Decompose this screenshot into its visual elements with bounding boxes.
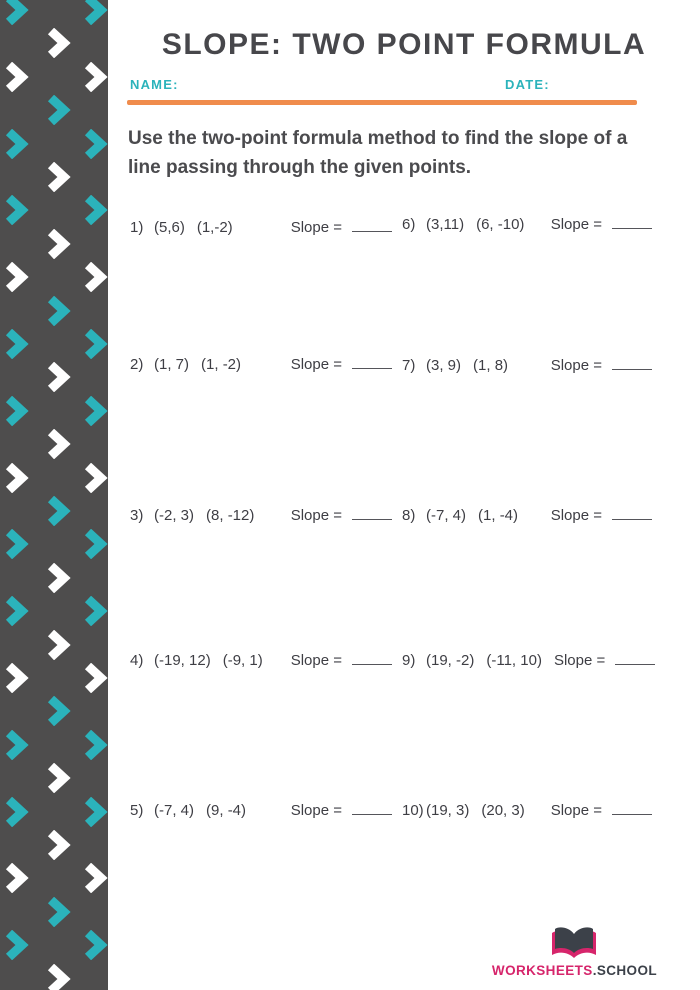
- point-2: (1, 8): [473, 357, 509, 374]
- chevron-right-icon: [47, 162, 71, 192]
- chevron-right-icon: [84, 663, 108, 693]
- chevron-right-icon: [84, 463, 108, 493]
- orange-divider: [127, 100, 637, 105]
- chevron-right-icon: [84, 529, 108, 559]
- problem-number: 4): [130, 652, 144, 669]
- name-field-label: NAME:: [130, 77, 179, 92]
- slope-label: Slope =: [550, 216, 602, 233]
- chevron-right-icon: [84, 329, 108, 359]
- chevron-right-icon: [84, 863, 108, 893]
- chevron-right-icon: [5, 0, 29, 25]
- chevron-right-icon: [5, 529, 29, 559]
- chevron-right-icon: [5, 396, 29, 426]
- problems-column-left: [130, 210, 392, 850]
- chevron-right-icon: [5, 730, 29, 760]
- chevron-right-icon: [84, 930, 108, 960]
- problem-number: 3): [130, 507, 144, 524]
- slope-label: Slope =: [550, 357, 602, 374]
- chevron-right-icon: [47, 830, 71, 860]
- chevron-right-icon: [5, 663, 29, 693]
- problem-row-9: [402, 651, 652, 669]
- point-1: (3,11): [426, 216, 465, 233]
- date-field-label: DATE:: [505, 77, 550, 92]
- chevron-right-icon: [84, 262, 108, 292]
- point-2: (-11, 10): [486, 652, 542, 669]
- point-1: (5,6): [154, 219, 185, 236]
- problem-number: 1): [130, 219, 144, 236]
- problem-number: 7): [402, 357, 416, 374]
- chevron-right-icon: [47, 964, 71, 990]
- chevron-right-icon: [84, 797, 108, 827]
- problem-row-2: [130, 355, 392, 373]
- slope-label: Slope =: [290, 219, 342, 236]
- chevron-right-icon: [5, 129, 29, 159]
- answer-blank: [615, 651, 655, 665]
- point-1: (-2, 3): [154, 507, 195, 524]
- point-2: (8, -12): [206, 507, 255, 524]
- chevron-right-icon: [47, 362, 71, 392]
- chevron-right-icon: [47, 296, 71, 326]
- problem-number: 9): [402, 652, 416, 669]
- slope-label: Slope =: [550, 507, 602, 524]
- chevron-right-icon: [84, 62, 108, 92]
- chevron-right-icon: [84, 596, 108, 626]
- problem-row-3: [130, 506, 392, 524]
- point-1: (19, -2): [426, 652, 475, 669]
- answer-blank: [612, 356, 652, 370]
- brand-name: [492, 963, 657, 978]
- problem-number: 8): [402, 507, 416, 524]
- chevron-right-icon: [84, 195, 108, 225]
- point-2: (1,-2): [196, 219, 233, 236]
- chevron-right-icon: [47, 763, 71, 793]
- point-2: (9, -4): [206, 802, 247, 819]
- chevron-right-icon: [5, 262, 29, 292]
- chevron-right-icon: [47, 95, 71, 125]
- answer-blank: [352, 218, 392, 232]
- chevron-right-icon: [47, 897, 71, 927]
- problem-row-4: [130, 651, 392, 669]
- brand-footer: [492, 927, 657, 978]
- problem-number: 10): [402, 802, 424, 819]
- brand-name-secondary: .SCHOOL: [592, 963, 657, 978]
- chevron-right-icon: [5, 863, 29, 893]
- brand-name-primary: WORKSHEETS: [491, 963, 593, 978]
- problem-row-1: [130, 218, 392, 236]
- chevron-right-icon: [84, 396, 108, 426]
- point-1: (-7, 4): [154, 802, 195, 819]
- problem-number: 6): [402, 216, 416, 233]
- slope-label: Slope =: [553, 652, 606, 669]
- slope-label: Slope =: [290, 356, 342, 373]
- chevron-right-icon: [84, 129, 108, 159]
- chevron-right-icon: [47, 28, 71, 58]
- point-2: (6, -10): [476, 216, 525, 233]
- chevron-right-icon: [47, 563, 71, 593]
- chevron-right-icon: [47, 429, 71, 459]
- point-1: (-19, 12): [154, 652, 211, 669]
- problem-row-10: [402, 801, 652, 819]
- slope-label: Slope =: [290, 802, 342, 819]
- problem-row-8: [402, 506, 652, 524]
- answer-blank: [612, 801, 652, 815]
- slope-label: Slope =: [290, 652, 342, 669]
- problem-row-5: [130, 801, 392, 819]
- chevron-right-icon: [47, 496, 71, 526]
- problem-row-7: [402, 356, 652, 374]
- decorative-chevron-sidebar: [0, 0, 108, 990]
- chevron-right-icon: [5, 62, 29, 92]
- instructions-text: Use the two-point formula method to find the slope of a line passing through the given points.: [128, 128, 628, 178]
- point-1: (1, 7): [154, 356, 190, 373]
- chevron-right-icon: [5, 596, 29, 626]
- slope-label: Slope =: [550, 802, 602, 819]
- problem-number: 5): [130, 802, 144, 819]
- chevron-right-icon: [5, 329, 29, 359]
- answer-blank: [352, 355, 392, 369]
- problem-number: 2): [130, 356, 144, 373]
- point-1: (-7, 4): [426, 507, 467, 524]
- chevron-right-icon: [5, 195, 29, 225]
- point-2: (20, 3): [481, 802, 525, 819]
- point-2: (-9, 1): [222, 652, 263, 669]
- answer-blank: [352, 651, 392, 665]
- chevron-right-icon: [47, 229, 71, 259]
- point-2: (1, -2): [201, 356, 242, 373]
- point-1: (19, 3): [426, 802, 470, 819]
- chevron-right-icon: [5, 797, 29, 827]
- open-book-icon: [548, 927, 600, 961]
- point-1: (3, 9): [426, 357, 462, 374]
- chevron-right-icon: [84, 0, 108, 25]
- slope-label: Slope =: [290, 507, 342, 524]
- page-title: SLOPE: TWO POINT FORMULA: [161, 28, 647, 61]
- problem-row-6: [402, 215, 652, 233]
- chevron-right-icon: [47, 696, 71, 726]
- answer-blank: [612, 506, 652, 520]
- chevron-right-icon: [84, 730, 108, 760]
- chevron-right-icon: [5, 463, 29, 493]
- answer-blank: [352, 801, 392, 815]
- point-2: (1, -4): [478, 507, 519, 524]
- answer-blank: [352, 506, 392, 520]
- chevron-right-icon: [5, 930, 29, 960]
- problems-column-right: [402, 207, 652, 847]
- chevron-right-icon: [47, 630, 71, 660]
- answer-blank: [612, 215, 652, 229]
